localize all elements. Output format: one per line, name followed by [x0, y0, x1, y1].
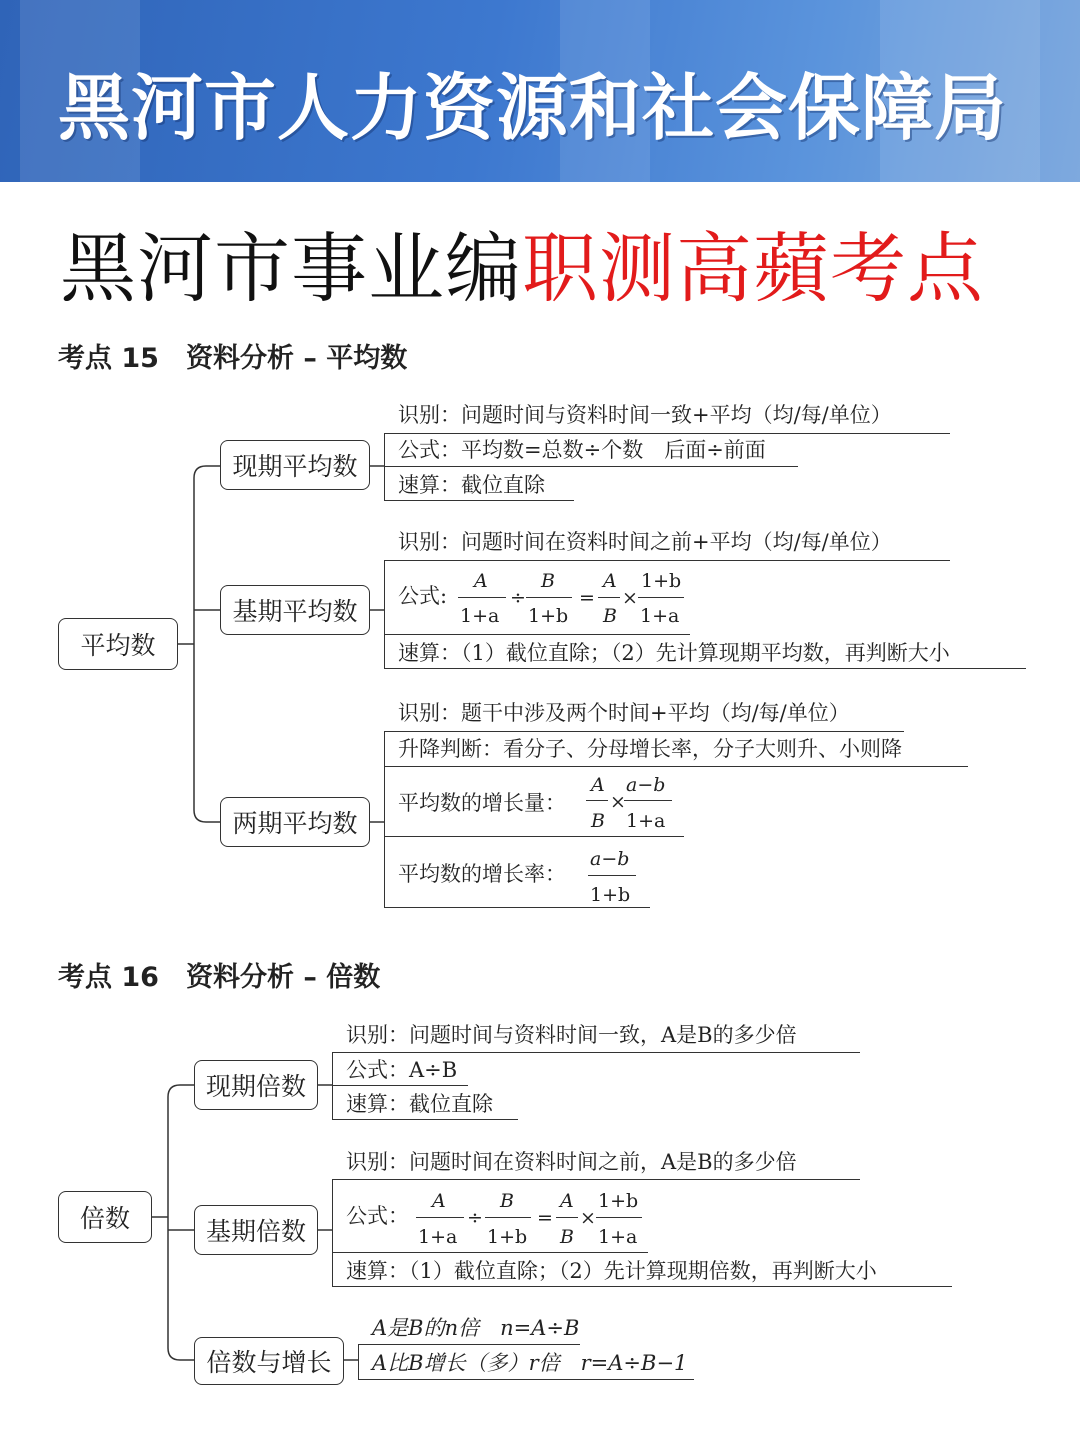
- section-15-title: 考点 15 资料分析 – 平均数: [58, 343, 408, 374]
- base-multiple-quick: 速算：（1）截位直除；（2）先计算现期倍数，再判断大小: [346, 1259, 877, 1283]
- base-multiple-identify: 识别：问题时间在资料时间之前，A是B的多少倍: [346, 1150, 797, 1174]
- frac-den: 1+a: [460, 605, 500, 627]
- frac-num: A: [591, 774, 605, 796]
- two-average-judge: 升降判断：看分子、分母增长率，分子大则升、小则降: [398, 737, 902, 761]
- two-average-identify: 识别：题干中涉及两个时间+平均（均/每/单位）: [398, 701, 850, 725]
- underline: [332, 1179, 860, 1180]
- current-multiple-identify: 识别：问题时间与资料时间一致，A是B的多少倍: [346, 1023, 797, 1047]
- headline-part2: 职测高蘋考点: [522, 224, 984, 313]
- frac-den: B: [591, 810, 605, 832]
- node-multiple-growth: 倍数与增长: [194, 1337, 344, 1385]
- multiple-growth-line1: A是B的n倍 n=A÷B: [372, 1316, 580, 1340]
- node-average-root: 平均数: [58, 618, 178, 670]
- growth-rate-label: 平均数的增长率：: [398, 862, 566, 886]
- frac-num: 1+b: [598, 1190, 639, 1212]
- current-multiple-formula: 公式：A÷B: [346, 1058, 458, 1082]
- banner-title: 黑河市人力资源和社会保障局: [58, 66, 1008, 150]
- headline-part1: 黑河市事业编: [60, 224, 522, 313]
- frac-den: 1+a: [418, 1226, 458, 1248]
- frac-den: B: [560, 1226, 574, 1248]
- frac-num: a−b: [626, 774, 666, 796]
- op-divide: ÷: [467, 1207, 483, 1229]
- frac-num: A: [474, 570, 488, 592]
- node-base-multiple: 基期倍数: [194, 1205, 318, 1255]
- base-multiple-formula-label: 公式：: [346, 1204, 409, 1228]
- current-multiple-quick: 速算：截位直除: [346, 1092, 493, 1116]
- bracket-line: [358, 1344, 359, 1380]
- frac-num: B: [500, 1190, 514, 1212]
- fraction-bar: [416, 1217, 464, 1218]
- frac-num: 1+b: [641, 570, 682, 592]
- node-two-period-average: 两期平均数: [220, 797, 370, 847]
- current-average-identify: 识别：问题时间与资料时间一致+平均（均/每/单位）: [398, 403, 892, 427]
- frac-num: a−b: [590, 848, 630, 870]
- op-divide: ÷: [510, 587, 526, 609]
- node-multiple-root: 倍数: [58, 1191, 152, 1243]
- underline: [332, 1052, 860, 1053]
- underline: [332, 1286, 952, 1287]
- node-current-average: 现期平均数: [220, 440, 370, 490]
- frac-num: A: [432, 1190, 446, 1212]
- underline: [358, 1379, 694, 1380]
- frac-den: 1+b: [590, 884, 631, 906]
- underline: [332, 1252, 648, 1253]
- base-average-identify: 识别：问题时间在资料时间之前+平均（均/每/单位）: [398, 530, 892, 554]
- fraction-bar: [485, 1217, 531, 1218]
- base-average-formula-label: 公式:: [398, 584, 448, 608]
- frac-den: 1+a: [626, 810, 666, 832]
- fraction-bar: [596, 1217, 642, 1218]
- bracket-line: [332, 1180, 333, 1286]
- multiple-growth-line2: A比B增长（多）r倍 r=A÷B−1: [372, 1351, 688, 1375]
- frac-den: 1+b: [528, 605, 569, 627]
- growth-amount-label: 平均数的增长量：: [398, 791, 566, 815]
- frac-den: 1+b: [487, 1226, 528, 1248]
- frac-num: A: [560, 1190, 574, 1212]
- node-current-multiple: 现期倍数: [194, 1060, 318, 1110]
- underline: [332, 1085, 468, 1086]
- op-times: ×: [610, 791, 626, 813]
- frac-num: B: [541, 570, 555, 592]
- frac-den: 1+a: [598, 1226, 638, 1248]
- current-average-quick: 速算：截位直除: [398, 473, 545, 497]
- bracket-line: [332, 1053, 333, 1119]
- op-times: ×: [580, 1207, 596, 1229]
- fraction-bar: [556, 1217, 578, 1218]
- underline: [332, 1119, 518, 1120]
- op-equals: =: [579, 587, 595, 609]
- op-times: ×: [622, 587, 638, 609]
- section-16-title: 考点 16 资料分析 – 倍数: [58, 962, 381, 993]
- frac-num: A: [603, 570, 617, 592]
- op-equals: =: [537, 1207, 553, 1229]
- underline: [358, 1344, 580, 1345]
- base-average-quick: 速算：（1）截位直除；（2）先计算现期平均数，再判断大小: [398, 641, 950, 665]
- frac-den: 1+a: [640, 605, 680, 627]
- node-base-average: 基期平均数: [220, 585, 370, 635]
- frac-den: B: [603, 605, 617, 627]
- current-average-formula: 公式：平均数=总数÷个数 后面÷前面: [398, 438, 766, 462]
